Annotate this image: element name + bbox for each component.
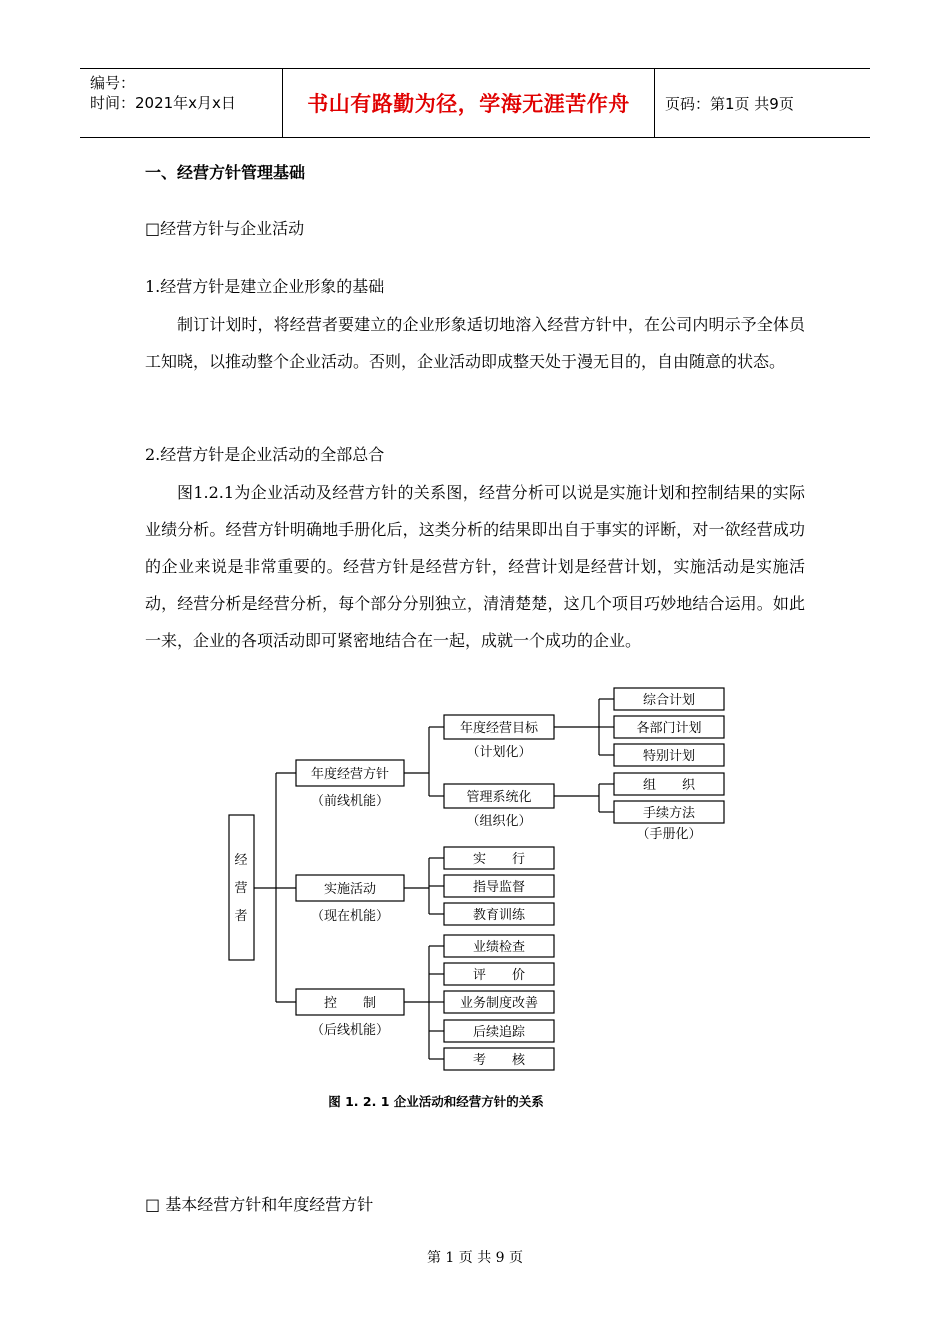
header-meta bbox=[80, 69, 282, 137]
diagram-level2-note: （组织化） bbox=[466, 814, 532, 829]
diagram-root-char: 营 bbox=[234, 881, 248, 896]
item1-paragraph: 制订计划时，将经营者要建立的企业形象适切地溶入经营方针中，在公司内明示予全体员工知晓，以推动整个企业活动。否则，企业活动即成整天处于漫无目的，自由随意的状态。 bbox=[145, 315, 805, 371]
subsection-title-2: □ 基本经营方针和年度经营方针 bbox=[145, 1195, 374, 1214]
header-motto: 书山有路勤为径，学海无涯苦作舟 bbox=[307, 92, 630, 116]
diagram-level1-label: 年度经营方针 bbox=[310, 767, 390, 782]
header-motto-cell bbox=[282, 69, 655, 137]
diagram-level1-note: （现在机能） bbox=[310, 909, 390, 924]
page-header bbox=[80, 68, 870, 138]
diagram-org-label: 组 织 bbox=[642, 778, 696, 793]
diagram-level1-note: （前线机能） bbox=[310, 794, 390, 809]
relationship-diagram bbox=[224, 680, 744, 1120]
diagram-level2-label: 管理系统化 bbox=[466, 790, 532, 805]
diagram-plan-label: 各部门计划 bbox=[636, 721, 702, 736]
diagram-control-label: 业绩检查 bbox=[472, 940, 526, 955]
diagram-control-label: 后续追踪 bbox=[472, 1025, 526, 1040]
page-label: 页码：第1页 共9页 bbox=[665, 94, 794, 113]
number-label: 编号： bbox=[90, 74, 136, 92]
diagram-plan-label: 特别计划 bbox=[642, 749, 696, 764]
time-label: 时间：2021年x月x日 bbox=[90, 94, 236, 112]
page-footer: 第 1 页 共 9 页 bbox=[426, 1250, 524, 1266]
diagram-level2-note: （计划化） bbox=[466, 745, 532, 760]
diagram-caption: 图 1. 2. 1 企业活动和经营方针的关系 bbox=[328, 1094, 544, 1109]
diagram-org-note: （手册化） bbox=[636, 827, 702, 842]
diagram-level1-label: 控 制 bbox=[323, 996, 377, 1011]
item2-title: 2.经营方针是企业活动的全部总合 bbox=[145, 445, 385, 464]
diagram-level1-label: 实施活动 bbox=[323, 882, 377, 897]
diagram-level1-note: （后线机能） bbox=[310, 1023, 390, 1038]
diagram-control-label: 业务制度改善 bbox=[459, 996, 539, 1011]
item1-title: 1.经营方针是建立企业形象的基础 bbox=[145, 277, 385, 296]
section-title: 一、经营方针管理基础 bbox=[145, 163, 306, 182]
diagram-plan-label: 综合计划 bbox=[642, 693, 696, 708]
diagram-root-char: 者 bbox=[234, 909, 248, 924]
diagram-control-label: 考 核 bbox=[472, 1053, 526, 1068]
diagram-control-label: 评 价 bbox=[472, 968, 526, 983]
subsection-title-1: □经营方针与企业活动 bbox=[145, 219, 305, 238]
diagram-root-char: 经 bbox=[234, 853, 248, 868]
diagram-level2-label: 年度经营目标 bbox=[459, 721, 539, 736]
diagram-org-label: 手续方法 bbox=[642, 806, 696, 821]
diagram-svg bbox=[224, 680, 744, 1120]
diagram-exec-label: 实 行 bbox=[472, 852, 526, 867]
item2-paragraph: 图1.2.1为企业活动及经营方针的关系图，经营分析可以说是实施计划和控制结果的实际业绩分析。经营方针明确地手册化后，这类分析的结果即出自于事实的评断，对一欲经营成功的企业来说是非常重要的。经营方针是经营方针，经营计划是经营计划，实施活动是实施活动，经营分析是经营分析，每个部分分别独立，清清楚楚，这几个项目巧妙地结合运用。如此一来，企业的各项活动即可紧密地结合在一起，成就一个成功的企业。 bbox=[145, 483, 805, 650]
diagram-exec-label: 指导监督 bbox=[472, 880, 526, 895]
diagram-exec-label: 教育训练 bbox=[472, 908, 526, 923]
